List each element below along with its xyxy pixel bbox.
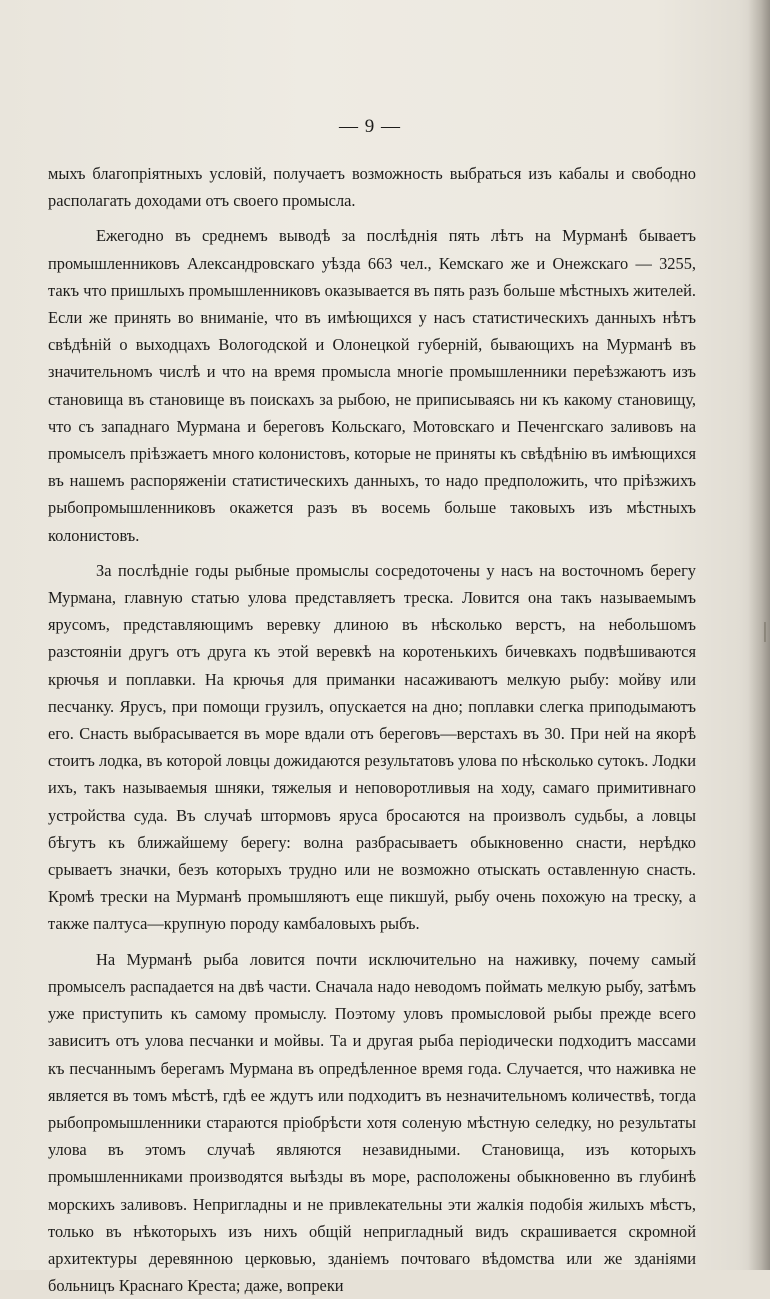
paragraph-continued: мыхъ благопріятныхъ условій, получаетъ возможность выбраться изъ кабалы и свободно располагать доходами отъ своего промысла. [48, 164, 696, 211]
page-number: — 9 — [339, 116, 401, 137]
paragraph-settlers-statistics: Ежегодно въ среднемъ выводѣ за послѣднія пять лѣтъ на Мурманѣ бываетъ промышленниковъ Александровскаго уѣзда 663 чел., Кемскаго же и Онежскаго — 3255, такъ что пришлыхъ промышленниковъ оказывается въ пять разъ больше мѣстныхъ жителей. Если же принять во вниманіе, что въ имѣющихся у насъ статистическихъ данныхъ нѣтъ свѣдѣній о выходцахъ Вологодской и Олонецкой губерній, бывающихъ на Мурманѣ въ значительномъ числѣ и что на время промысла многіе промышленники переѣзжаютъ изъ становища въ становище въ поискахъ за рыбою, не приписываясь ни къ какому становищу, что съ западнаго Мурмана и береговъ Кольскаго, Мотовскаго и Печенгскаго заливовъ на промыселъ пріѣзжаетъ много колонистовъ, которые не приняты къ свѣдѣнію въ имѣющихся въ нашемъ распоряженіи статистическихъ данныхъ, то надо предположить, что пріѣзжихъ рыбопромышленниковъ окажется разъ въ восемь больше таковыхъ изъ мѣстныхъ колонистовъ. [48, 226, 696, 545]
body-text [48, 160, 696, 1299]
binding-fold-shadow [748, 0, 770, 1270]
paragraph-cod-fishing: За послѣдніе годы рыбные промыслы сосредоточены у насъ на восточномъ берегу Мурмана, главную статью улова представляетъ треска. Ловится она такъ называемымъ ярусомъ, представляющимъ веревку длиною въ нѣсколько верстъ, на небольшомъ разстояніи другъ отъ друга къ этой веревкѣ на коротенькихъ бичевкахъ подвѣшиваются крючья и поплавки. На крючья для приманки насаживаютъ мелкую рыбу: мойву или песчанку. Ярусъ, при помощи грузилъ, опускается на дно; поплавки слегка приподымаютъ его. Снасть выбрасывается въ море вдали отъ береговъ—верстахъ въ 30. При ней на якорѣ стоитъ лодка, въ которой ловцы дожидаются результатовъ улова по нѣсколько сутокъ. Лодки ихъ, такъ называемыя шняки, тяжелыя и неповоротливыя на ходу, самаго примитивнаго устройства суда. Въ случаѣ штормовъ яруса бросаются на произволъ судьбы, а ловцы бѣгутъ къ ближайшему берегу: волна разбрасываетъ обыкновенно снасти, нерѣдко срываетъ значки, безъ которыхъ трудно или не возможно отыскать оставленную снасть. Кромѣ трески на Мурманѣ промышляютъ еще пикшуй, рыбу очень похожую на треску, а также палтуса—крупную породу камбаловыхъ рыбъ. [48, 560, 696, 934]
margin-pencil-mark [764, 622, 766, 642]
paragraph-bait-and-settlements: На Мурманѣ рыба ловится почти исключительно на наживку, почему самый промыселъ распадается на двѣ части. Сначала надо неводомъ поймать мелкую рыбу, затѣмъ уже приступить къ самому промыслу. Поэтому уловъ промысловой рыбы прежде всего зависитъ отъ улова песчанки и мойвы. Та и другая рыба періодически подходитъ массами къ песчаннымъ берегамъ Мурмана въ опредѣленное время года. Случается, что наживка не является въ томъ мѣстѣ, гдѣ ее ждутъ или подходитъ въ незначительномъ количествѣ, тогда рыбопромышленники стараются пріобрѣсти хотя соленую мѣстную селедку, но результаты улова въ этомъ случаѣ являются незавидными. Становища, изъ которыхъ промышленниками производятся выѣзды въ море, расположены обыкновенно въ глубинѣ морскихъ заливовъ. Непригладны и не привлекательны эти жалкія подобія жилыхъ мѣстъ, только въ нѣкоторыхъ изъ нихъ общій непригладный видъ скрашивается скромной архитектуры деревянною церковью, зданіемъ почтоваго вѣдомства или же зданіями больницъ Краснаго Креста; даже, вопреки [48, 949, 696, 1296]
